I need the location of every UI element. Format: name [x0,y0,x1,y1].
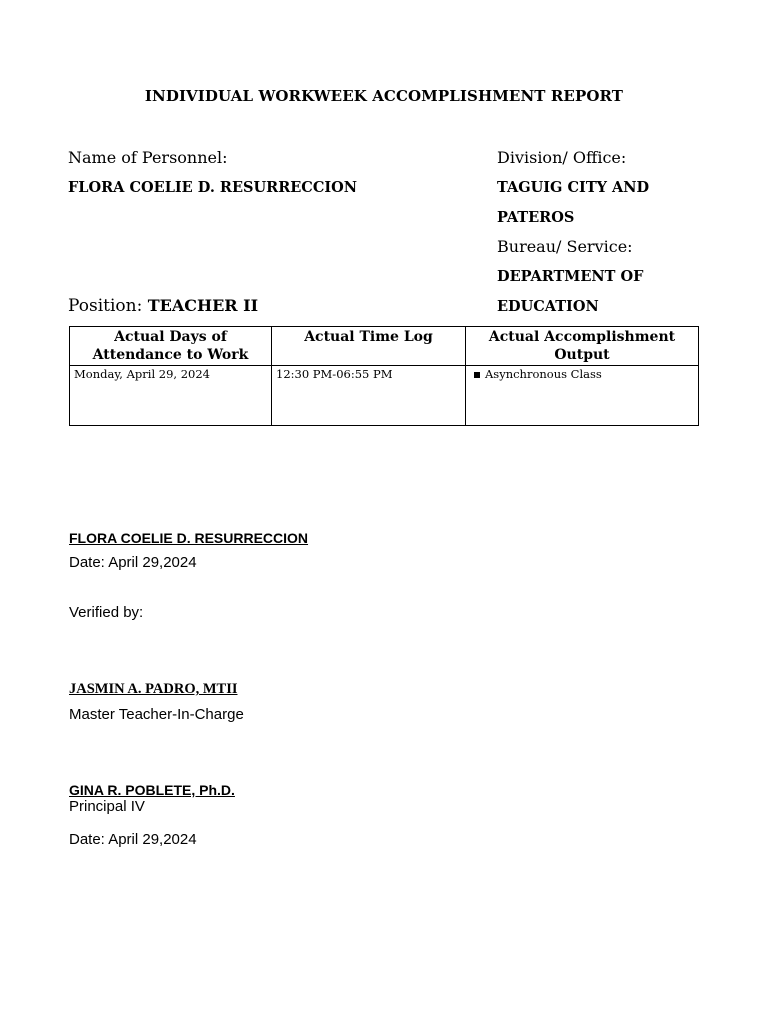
cell-output-text: Asynchronous Class [485,367,602,381]
header-attendance: Actual Days of Attendance to Work [70,327,272,366]
prepared-date: Date: April 29,2024 [69,554,197,571]
name-of-personnel-label: Name of Personnel: [68,148,228,167]
bureau-service-value-line2: EDUCATION [497,298,599,315]
bureau-service-label: Bureau/ Service: [497,237,633,256]
verifier-role: Master Teacher-In-Charge [69,706,244,723]
position-value: TEACHER II [147,296,259,315]
prepared-by-name: FLORA COELIE D. RESURRECCION [69,530,309,546]
table-header-row [70,327,699,366]
cell-day: Monday, April 29, 2024 [70,366,272,426]
division-office-label: Division/ Office: [497,148,627,167]
verified-by-label: Verified by: [69,604,144,621]
principal-date: Date: April 29,2024 [69,831,197,848]
principal-name: GINA R. POBLETE, Ph.D. [69,782,235,798]
report-title: INDIVIDUAL WORKWEEK ACCOMPLISHMENT REPORT [144,87,624,105]
verifier-name: JASMIN A. PADRO, MTII [69,681,238,697]
table-row [70,366,699,426]
principal-role: Principal IV [69,798,145,815]
division-office-value-line2: PATEROS [497,209,575,226]
header-accomplishment: Actual Accomplishment Output [466,327,699,366]
cell-time: 12:30 PM-06:55 PM [272,366,466,426]
cell-output [466,366,699,426]
accomplishment-table [69,326,699,426]
division-office-value-line1: TAGUIG CITY AND [497,179,650,196]
bureau-service-value-line1: DEPARTMENT OF [497,268,644,285]
position-label: Position: [68,296,143,316]
square-bullet-icon [474,372,480,378]
header-time-log: Actual Time Log [272,327,466,366]
position-line [68,296,258,316]
personnel-name: FLORA COELIE D. RESURRECCION [68,179,358,196]
